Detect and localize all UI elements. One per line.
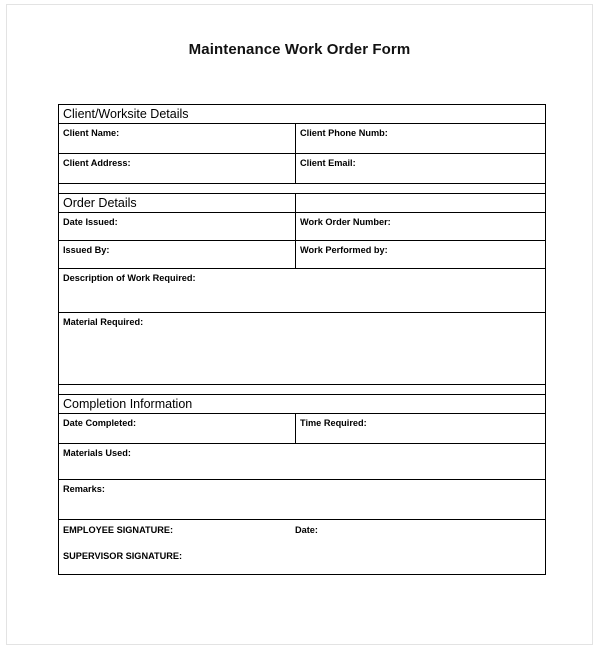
section-header-order-details <box>59 194 296 213</box>
field-label: Work Performed by: <box>300 245 388 255</box>
field-material-required[interactable] <box>59 313 546 385</box>
spacer-cell <box>59 385 546 395</box>
field-time-required[interactable] <box>296 414 546 444</box>
field-label: Material Required: <box>63 317 144 327</box>
section-header-row-order <box>59 194 546 213</box>
field-work-order-number[interactable] <box>296 213 546 241</box>
section-header-label: Completion Information <box>63 397 193 411</box>
field-materials-used[interactable] <box>59 444 546 480</box>
field-label: Remarks: <box>63 484 105 494</box>
page-title: Maintenance Work Order Form <box>188 41 411 58</box>
field-label: Date Completed: <box>63 418 136 428</box>
section-header-row-client <box>59 105 546 124</box>
section-header-client-worksite-details <box>59 105 546 124</box>
field-description-of-work-required[interactable] <box>59 269 546 313</box>
field-client-name[interactable] <box>59 124 296 154</box>
section-header-row-completion <box>59 395 546 414</box>
form-row-materials-used <box>59 444 546 480</box>
field-label: Client Phone Numb: <box>300 128 388 138</box>
employee-signature-label: EMPLOYEE SIGNATURE: <box>63 525 174 535</box>
spacer-cell <box>59 184 546 194</box>
field-label: Time Required: <box>300 418 367 428</box>
section-header-label: Order Details <box>63 196 137 210</box>
form-row-date-completed <box>59 414 546 444</box>
work-order-form-table <box>58 104 546 575</box>
field-client-phone-number[interactable] <box>296 124 546 154</box>
form-row-date-issued <box>59 213 546 241</box>
field-client-address[interactable] <box>59 154 296 184</box>
field-issued-by[interactable] <box>59 241 296 269</box>
field-remarks[interactable] <box>59 480 546 520</box>
field-label: Client Address: <box>63 158 131 168</box>
field-client-email[interactable] <box>296 154 546 184</box>
form-row-issued-by <box>59 241 546 269</box>
form-row-remarks <box>59 480 546 520</box>
supervisor-signature-label: SUPERVISOR SIGNATURE: <box>63 551 183 561</box>
field-work-performed-by[interactable] <box>296 241 546 269</box>
signature-date-label: Date: <box>295 525 318 535</box>
form-row-material-required <box>59 313 546 385</box>
field-label: Client Email: <box>300 158 356 168</box>
field-signature-block[interactable] <box>59 520 546 575</box>
field-label: Work Order Number: <box>300 217 391 227</box>
form-row-client-name <box>59 124 546 154</box>
section-header-label: Client/Worksite Details <box>63 107 189 121</box>
field-label: Date Issued: <box>63 217 118 227</box>
field-label: Description of Work Required: <box>63 273 196 283</box>
section-spacer-row <box>59 385 546 395</box>
field-label: Materials Used: <box>63 448 131 458</box>
page-sheet <box>6 4 593 645</box>
form-row-client-address <box>59 154 546 184</box>
section-header-order-details-filler <box>296 194 546 213</box>
field-label: Issued By: <box>63 245 110 255</box>
form-row-description-of-work <box>59 269 546 313</box>
section-spacer-row <box>59 184 546 194</box>
field-date-issued[interactable] <box>59 213 296 241</box>
field-date-completed[interactable] <box>59 414 296 444</box>
field-label: Client Name: <box>63 128 120 138</box>
section-header-completion-information <box>59 395 546 414</box>
form-row-signatures <box>59 520 546 575</box>
